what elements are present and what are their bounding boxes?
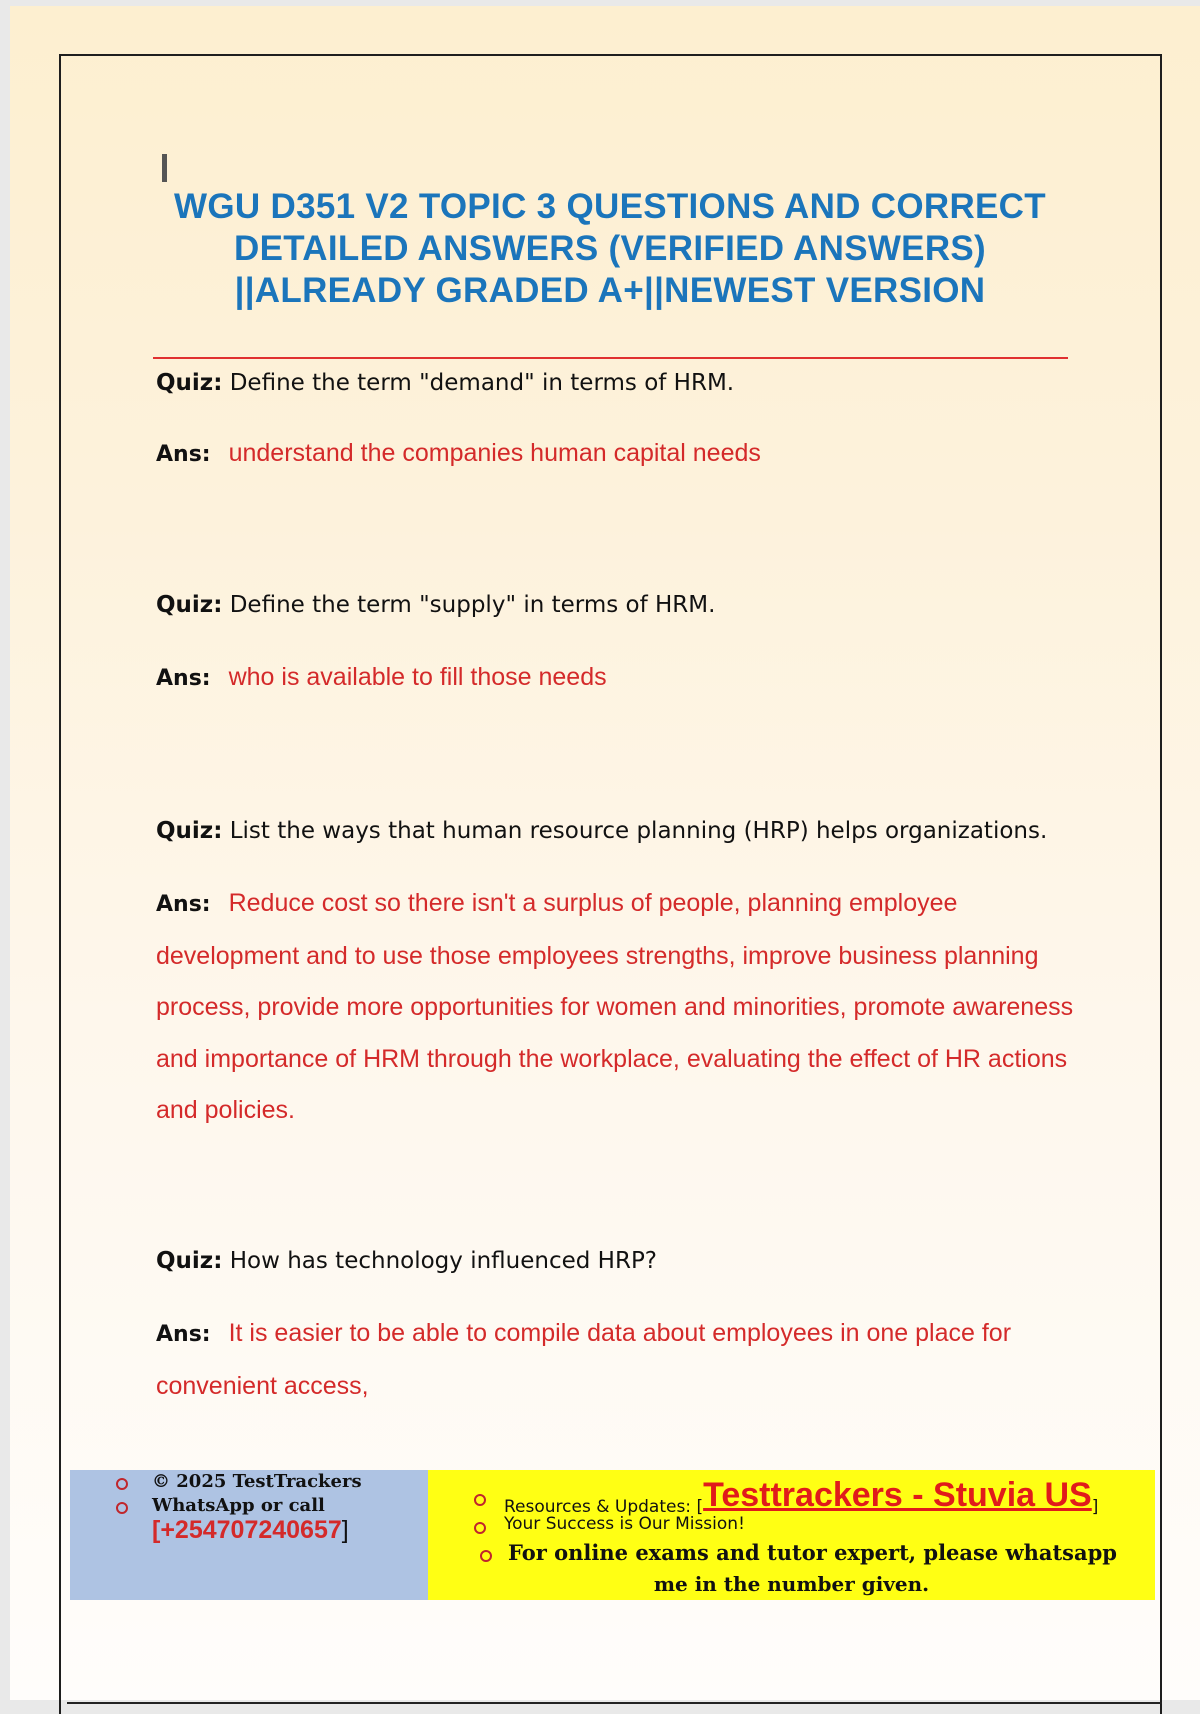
qa-item (156, 1246, 1086, 1412)
answer-text: who is available to fill those needs (228, 663, 607, 691)
bullet-icon (480, 1550, 492, 1562)
bullet-icon (474, 1494, 486, 1506)
text-cursor (162, 154, 167, 182)
qa-item (156, 368, 1086, 481)
tutor-line-2: me in the number given. (653, 1572, 930, 1596)
answer-text: It is easier to be able to compile data about employees in one place for convenient access, (156, 1319, 1012, 1400)
ans-label: Ans: (156, 666, 211, 691)
ans-label: Ans: (156, 892, 211, 917)
question-text: How has technology influenced HRP? (229, 1248, 658, 1274)
question-text: Define the term "demand" in terms of HRM. (229, 370, 735, 396)
answer (156, 1308, 1086, 1412)
answer-text: understand the companies human capital needs (228, 439, 761, 467)
quiz-label: Quiz: (156, 370, 223, 396)
footer-contact-box (70, 1470, 428, 1600)
answer-text: Reduce cost so there isn't a surplus of people, planning employee development and to use those employees strengths, improve business planning process, provide more opportunities for women and minorities, promote awareness and importance of HRM through the workplace, evaluating the effect of HR actions and policies. (156, 889, 1074, 1124)
answer (156, 878, 1086, 1137)
answer (156, 428, 1086, 481)
question (156, 368, 1086, 398)
phone-number[interactable]: [+254707240657] (152, 1516, 349, 1544)
question-text: List the ways that human resource planning (HRP) helps organizations. (229, 818, 1048, 844)
stuvia-link[interactable]: Testtrackers - Stuvia US (703, 1476, 1092, 1514)
tutor-line-1: For online exams and tutor expert, please whatsapp (508, 1540, 1117, 1565)
mission-text: Your Success is Our Mission! (504, 1514, 745, 1534)
contact-label: WhatsApp or call (152, 1495, 325, 1516)
quiz-label: Quiz: (156, 592, 223, 618)
question (156, 816, 1086, 846)
question-text: Define the term "supply" in terms of HRM. (229, 592, 716, 618)
resources-line: Resources & Updates: [Testtrackers - Stuvia US] (504, 1476, 1099, 1517)
ans-label: Ans: (156, 1322, 211, 1347)
copyright: © 2025 TestTrackers (152, 1471, 362, 1492)
qa-item (156, 590, 1086, 705)
bullet-icon (474, 1522, 486, 1534)
document-title: WGU D351 V2 TOPIC 3 QUESTIONS AND CORRECT DETAILED ANSWERS (VERIFIED ANSWERS) ||ALREADY GRADED A+||NEWEST VERSION (174, 187, 1046, 310)
question (156, 1246, 1086, 1276)
document-page (10, 6, 1200, 1700)
bullet-icon (116, 1478, 128, 1490)
quiz-label: Quiz: (156, 1248, 223, 1274)
bottom-divider (67, 1702, 1162, 1704)
bullet-icon (116, 1502, 128, 1514)
title-underline (153, 357, 1068, 359)
footer-info-box (428, 1470, 1155, 1600)
question (156, 590, 1086, 620)
ans-label: Ans: (156, 442, 211, 467)
quiz-label: Quiz: (156, 818, 223, 844)
answer (156, 652, 1086, 705)
qa-item (156, 816, 1086, 1137)
